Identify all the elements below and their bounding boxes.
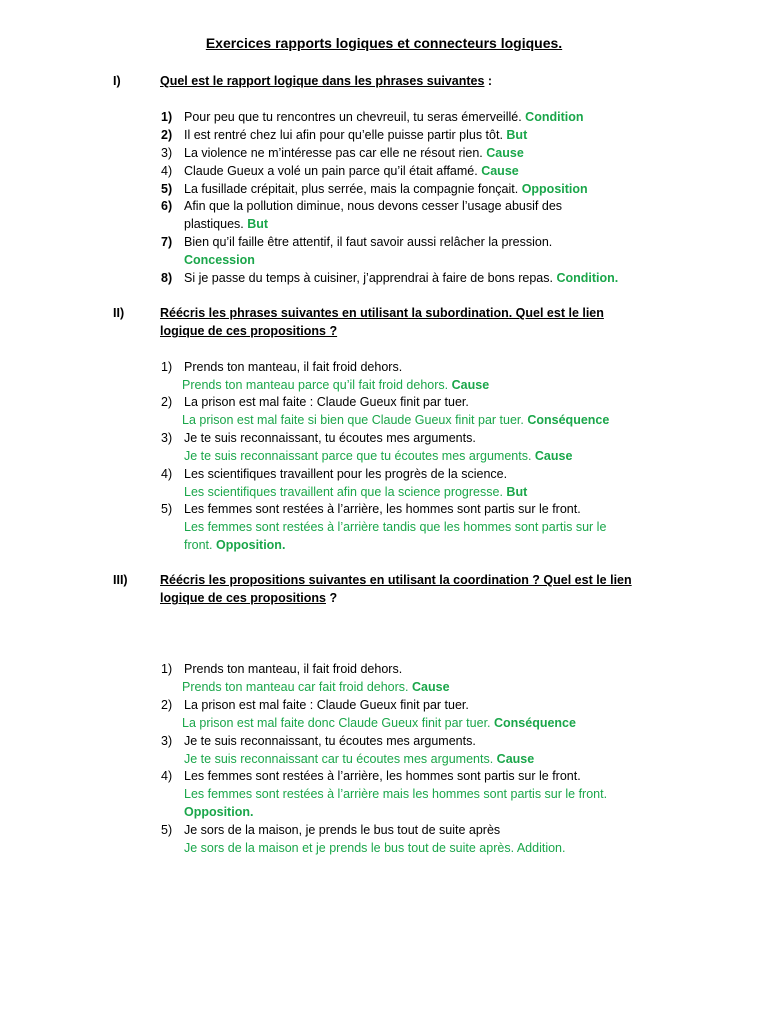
- item-answer-text: Prends ton manteau car fait froid dehors.: [182, 680, 409, 694]
- item-text: [184, 197, 668, 233]
- item-answer-tag: Cause: [481, 164, 519, 178]
- item-sentence: Claude Gueux a volé un pain parce qu’il était affamé.: [184, 164, 478, 178]
- item-answer-tag: Cause: [496, 752, 535, 766]
- item-answer: [184, 483, 744, 501]
- section-3-question-line-2: logique de ces propositions: [160, 591, 326, 605]
- item-number: 5): [161, 182, 173, 196]
- item-answer-tag: Opposition: [521, 182, 588, 196]
- section-3-question-line-1: Réécris les propositions suivantes en utilisant la coordination ? Quel est le lien: [160, 573, 632, 587]
- item-text: [184, 108, 668, 126]
- item-number: 2): [161, 128, 173, 142]
- item-number: 1): [161, 662, 173, 676]
- item-sentence: Les femmes sont restées à l’arrière, les hommes sont partis sur le front.: [184, 502, 581, 516]
- item-sentence-continued: plastiques.: [184, 217, 244, 231]
- item-answer-tag: Conséquence: [527, 413, 610, 427]
- item-answer-tag: Concession: [184, 253, 255, 267]
- item-sentence: La violence ne m’intéresse pas car elle ne résout rien.: [184, 146, 483, 160]
- item-number: 2): [161, 395, 173, 409]
- item-answer-tag: Cause: [534, 449, 573, 463]
- item-text: [184, 126, 668, 144]
- item-number: 5): [161, 823, 173, 837]
- section-3-number: III): [113, 573, 128, 587]
- item-number: 4): [161, 164, 173, 178]
- item-answer-tag: Conséquence: [494, 716, 576, 730]
- item-answer-text: La prison est mal faite donc Claude Gueux finit par tuer.: [182, 716, 491, 730]
- item-answer: [182, 678, 742, 696]
- item-text: [184, 180, 668, 198]
- item-number: 4): [161, 769, 173, 783]
- item-answer-text: Les femmes sont restées à l’arrière tandis que les hommes sont partis sur le: [184, 520, 607, 534]
- section-1-number: I): [113, 74, 121, 88]
- item-sentence: La prison est mal faite : Claude Gueux finit par tuer.: [184, 395, 469, 409]
- item-answer: [182, 714, 742, 732]
- item-answer: [184, 785, 744, 821]
- section-2-question-line-2: logique de ces propositions ?: [160, 324, 338, 338]
- item-sentence: Il est rentré chez lui afin pour qu’elle puisse partir plus tôt.: [184, 128, 503, 142]
- section-2-question-line-1: Réécris les phrases suivantes en utilisant la subordination. Quel est le lien: [160, 306, 604, 320]
- item-sentence: Bien qu’il faille être attentif, il faut savoir aussi relâcher la pression.: [184, 235, 553, 249]
- item-answer: [184, 750, 744, 768]
- item-sentence: La prison est mal faite : Claude Gueux finit par tuer.: [184, 698, 469, 712]
- item-text: [184, 233, 668, 269]
- item-answer: [182, 376, 742, 394]
- item-answer-tag: But: [506, 485, 528, 499]
- item-answer-tag: Condition: [525, 110, 584, 124]
- item-answer-tag: Condition.: [556, 271, 619, 285]
- section-2-number: II): [113, 306, 125, 320]
- item-number: 4): [161, 467, 173, 481]
- item-text: [184, 162, 668, 180]
- item-sentence: Les scientifiques travaillent pour les progrès de la science.: [184, 467, 508, 481]
- item-sentence: Afin que la pollution diminue, nous devons cesser l’usage abusif des: [184, 199, 563, 213]
- item-sentence: Je sors de la maison, je prends le bus tout de suite après: [184, 823, 501, 837]
- item-answer-text: La prison est mal faite si bien que Claude Gueux finit par tuer.: [182, 413, 524, 427]
- item-text: [184, 269, 668, 287]
- item-number: 2): [161, 698, 173, 712]
- section-3-question-suffix: ?: [326, 591, 338, 605]
- item-number: 3): [161, 146, 173, 160]
- item-answer-text: Je te suis reconnaissant parce que tu écoutes mes arguments.: [184, 449, 532, 463]
- section-3-question: [160, 571, 660, 607]
- item-answer-tag: But: [506, 128, 528, 142]
- item-answer-tag: Cause: [412, 680, 450, 694]
- page-title: Exercices rapports logiques et connecteurs logiques.: [205, 35, 563, 51]
- item-answer: Je sors de la maison et je prends le bus tout de suite après. Addition.: [184, 841, 566, 855]
- item-number: 7): [161, 235, 173, 249]
- item-answer-tag: But: [247, 217, 269, 231]
- item-sentence: La fusillade crépitait, plus serrée, mais la compagnie fonçait.: [184, 182, 519, 196]
- item-answer-continued: front.: [184, 538, 213, 552]
- section-1-question: [160, 72, 660, 90]
- item-number: 6): [161, 199, 173, 213]
- item-answer-tag: Opposition.: [184, 805, 254, 819]
- item-answer-tag: Cause: [451, 378, 490, 392]
- item-answer: [182, 411, 742, 429]
- item-answer-tag: Cause: [486, 146, 524, 160]
- item-sentence: Si je passe du temps à cuisiner, j’apprendrai à faire de bons repas.: [184, 271, 553, 285]
- item-number: 1): [161, 360, 173, 374]
- item-number: 3): [161, 431, 173, 445]
- item-sentence: Prends ton manteau, il fait froid dehors.: [184, 662, 403, 676]
- item-answer-text: Les femmes sont restées à l’arrière mais les hommes sont partis sur le front.: [184, 787, 608, 801]
- item-number: 5): [161, 502, 173, 516]
- item-answer: [184, 518, 744, 554]
- item-sentence: Prends ton manteau, il fait froid dehors.: [184, 360, 403, 374]
- section-2-question: [160, 304, 660, 340]
- item-number: 8): [161, 271, 173, 285]
- item-number: 3): [161, 734, 173, 748]
- item-answer-tag: Opposition.: [215, 538, 286, 552]
- section-1-question-suffix: :: [484, 74, 493, 88]
- item-sentence: Je te suis reconnaissant, tu écoutes mes arguments.: [184, 431, 476, 445]
- item-sentence: Pour peu que tu rencontres un chevreuil, tu seras émerveillé.: [184, 110, 522, 124]
- item-text: [184, 144, 668, 162]
- item-answer-text: Prends ton manteau parce qu’il fait froid dehors.: [182, 378, 449, 392]
- item-sentence: Je te suis reconnaissant, tu écoutes mes arguments.: [184, 734, 476, 748]
- item-answer-text: Les scientifiques travaillent afin que la science progresse.: [184, 485, 503, 499]
- item-answer: [184, 447, 744, 465]
- item-number: 1): [161, 110, 173, 124]
- item-answer-text: Je te suis reconnaissant car tu écoutes mes arguments.: [184, 752, 494, 766]
- item-sentence: Les femmes sont restées à l’arrière, les hommes sont partis sur le front.: [184, 769, 581, 783]
- section-1-question-text: Quel est le rapport logique dans les phrases suivantes: [160, 74, 485, 88]
